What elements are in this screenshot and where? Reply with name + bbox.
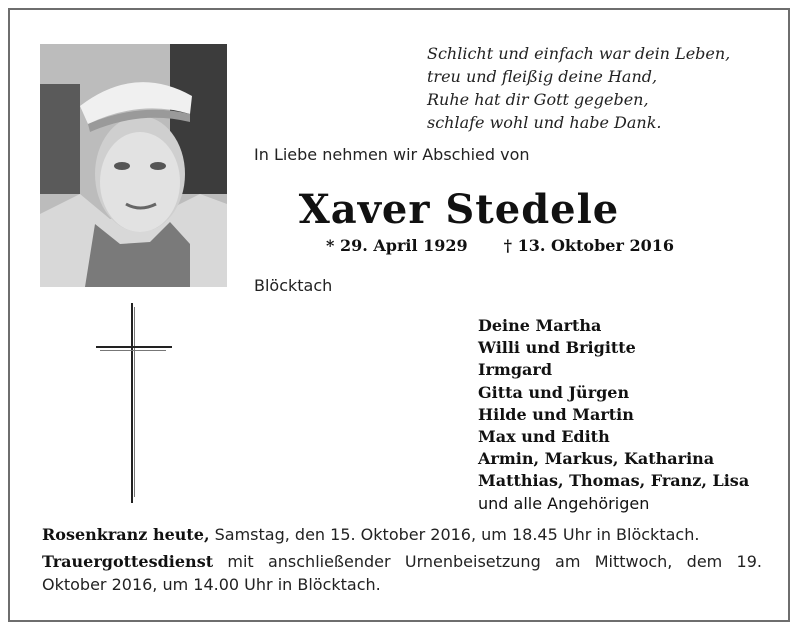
list-item: Matthias, Thomas, Franz, Lisa <box>478 471 750 491</box>
rosary-label: Rosenkranz heute, <box>42 525 210 544</box>
list-item: Deine Martha <box>478 316 602 335</box>
death-date: † 13. Oktober 2016 <box>503 236 674 255</box>
list-item: Armin, Markus, Katharina <box>478 449 715 469</box>
list-item: Willi und Brigitte <box>478 338 636 358</box>
life-dates <box>326 236 674 255</box>
list-item: Gitta und Jürgen <box>478 382 630 402</box>
poem-line: Schlicht und einfach war dein Leben, <box>427 44 731 63</box>
cross-icon <box>96 303 172 503</box>
hometown: Blöcktach <box>254 276 333 295</box>
list-item-closing: und alle Angehörigen <box>478 493 650 513</box>
portrait-photo <box>40 44 227 287</box>
deceased-name: Xaver Stedele <box>298 186 620 233</box>
poem-line: treu und fleißig deine Hand, <box>427 67 658 86</box>
list-item: Max und Edith <box>478 427 610 447</box>
poem-line: Ruhe hat dir Gott gegeben, <box>427 90 649 109</box>
funeral-text: mit anschließender Urnenbeisetzung am Mittwoch, dem 19. Oktober 2016, um 14.00 Uhr in Blöcktach. <box>42 552 762 594</box>
mourners-list <box>478 315 749 515</box>
list-item: Hilde und Martin <box>478 404 634 424</box>
poem-line: schlafe wohl und habe Dank. <box>427 113 662 132</box>
rosary-text: Samstag, den 15. Oktober 2016, um 18.45 Uhr in Blöcktach. <box>209 525 700 544</box>
funeral-label: Trauergottesdienst <box>42 552 214 571</box>
rosary-notice <box>42 523 762 546</box>
memorial-poem <box>427 42 777 134</box>
birth-date: * 29. April 1929 <box>326 236 468 255</box>
farewell-intro: In Liebe nehmen wir Abschied von <box>254 145 530 164</box>
funeral-notice <box>42 550 762 596</box>
list-item: Irmgard <box>478 360 553 380</box>
